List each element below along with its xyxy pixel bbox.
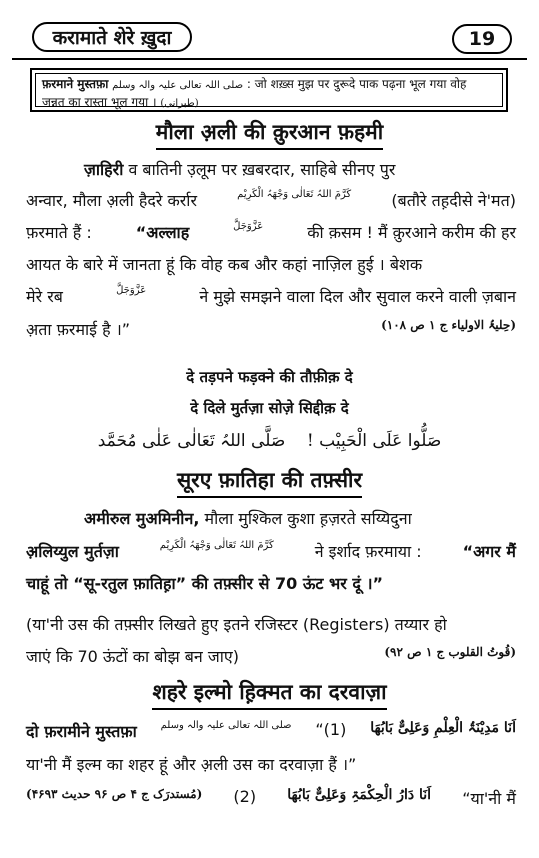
header-divider [12, 58, 527, 60]
page-number: 19 [452, 24, 512, 54]
farman-honorific: صلی اللہ تعالی علیہ والہ وسلم [112, 80, 244, 91]
section1-line3 [26, 221, 516, 243]
section2-line5 [26, 645, 516, 667]
s1-l3-a: फ़रमाते हैं : [26, 223, 92, 242]
farman-label: फ़रमाने मुस्तफ़ा [42, 77, 109, 91]
s3-l3-ref: (مُستدرَک ج ۴ ص ۹۶ حدیث ۴۶۹۳) [26, 787, 203, 801]
s1-ref: (حِلیۃُ الاولیاء ج ۱ ص ۱۰۸) [381, 318, 516, 332]
farman-text-2: जन्नत का रास्ता भूल गया । [42, 95, 157, 109]
book-title: करामाते शेरे ख़ुदा [32, 22, 192, 52]
section1-line5 [26, 285, 516, 307]
farman-text-1: : जो शख़्स मुझ पर दुरूदे पाक पढ़ना भूल गया वोह [246, 77, 467, 91]
section3-heading [0, 678, 539, 710]
s3-l3-num: (2) [233, 787, 257, 806]
s3-l3-arabic: اَنَا دَارُ الْحِکْمَۃِ وَعَلِیٌّ بَابُھَا [287, 787, 432, 803]
s1-l2-b: (बतौरे तह़दीसे ने'मत) [391, 191, 516, 210]
section1-line1 [26, 158, 516, 180]
s2-l2-b: ने इर्शाद फ़रमाया : [314, 542, 422, 561]
section2-line3: चाहूं तो “सू-रतुल फ़ातिह़ा” की तफ़्सीर से 70 ऊंट भर दूं ।” [26, 574, 384, 593]
s2-l5: जाएं कि 70 ऊंटों का बोझ बन जाए) [26, 647, 239, 666]
section3-line3 [26, 787, 516, 809]
s1-l2-honor: کَرَّمَ اللہُ تَعَالٰی وَجْھَہُ الْکَرِیْم [237, 189, 352, 200]
farman-ref: (طبرانی) [160, 98, 199, 109]
section1-line6 [26, 318, 516, 340]
farman-box [30, 68, 508, 112]
s1-l1-b: व बातिनी उ़लूम पर ख़बरदार, साहिबे सीनए पुर [128, 160, 396, 179]
s1-l6: अ़ता फ़रमाई है ।” [26, 320, 131, 339]
section2-line4: (या'नी उस की तफ़्सीर लिखते हुए इतने रजिस्टर (Registers) तय्यार हो [26, 615, 447, 634]
s2-l1-b: मौला मुश्किल कुशा ह़ज़रते सय्यिदुना [204, 509, 412, 528]
s1-l2-a: अन्वार, मौला अ़ली हैदरे कर्रार [26, 191, 197, 210]
salat-b: صَلَّی اللہُ تَعَالٰی عَلٰی مُحَمَّد [97, 431, 286, 451]
s1-l3-b: “अल्लाह [135, 223, 190, 242]
s2-ref: (قُوتُ القلوب ج ۱ ص ۹۲) [384, 645, 516, 659]
s3-l1-honor: صلی اللہ تعالی علیہ والہ وسلم [160, 720, 292, 731]
s1-l5-honor: عَزَّوَجَلَّ [116, 285, 147, 296]
s3-l3-b: “या'नी मैं [462, 789, 516, 808]
section3-line2: या'नी मैं इल्म का शहर हूं और अ़ली उस का दरवाज़ा हैं ।” [26, 755, 357, 774]
verse-line-2: दे दिले मुर्तज़ा सोज़े सिद्दीक़ दे [190, 399, 349, 417]
section2-line1 [26, 507, 516, 529]
verse-line-1: दे तड़पने फड़क्ने की तौफ़ीक़ दे [186, 368, 353, 386]
section3-line1 [26, 720, 516, 742]
section2-heading-text: सूरए फ़ातिहा की तफ़्सीर [177, 466, 362, 498]
s3-l1-b: “(1) [315, 720, 347, 739]
s1-l1-a: ज़ाहिरी [84, 160, 124, 179]
salat-line [0, 430, 539, 451]
section1-heading-text: मौला अ़ली की क़ुरआन फ़हमी [156, 118, 383, 150]
s3-l1-a: दो फ़रामीने मुस्तफ़ा [26, 722, 137, 741]
section1-line2 [26, 189, 516, 211]
s1-l3-c: की क़सम ! मैं क़ुरआने करीम की हर [307, 223, 516, 242]
s2-l1-a: अमीरुल मुअमिनीन, [84, 509, 200, 528]
s2-l2-a: अ़लिय्युल मुर्तज़ा [26, 542, 119, 561]
s1-l5-a: मेरे रब [26, 287, 63, 306]
s3-l1-arabic: اَنَا مَدِیْنَۃُ الْعِلْمِ وَعَلِیٌّ بَابُھَا [370, 720, 516, 736]
salat-a: صَلُّوا عَلَی الْحَبِیْب ! [306, 431, 442, 451]
section3-heading-text: शहरे इल्मो ह़िक्मत का दरवाज़ा [152, 678, 386, 710]
s1-l3-honor: عَزَّوَجَلَّ [233, 221, 264, 232]
section1-line4: आयत के बारे में जानता हूं कि वोह कब और कहां नाज़िल हुई । बेशक [26, 255, 423, 274]
s2-l2-c: “अगर मैं [462, 542, 516, 561]
section2-heading [0, 466, 539, 498]
section2-line2 [26, 540, 516, 562]
s1-l5-b: ने मुझे समझने वाला दिल और सुवाल करने वाली ज़बान [199, 287, 516, 306]
s2-l2-honor: کَرَّمَ اللہُ تَعَالٰی وَجْھَہُ الْکَرِیْم [159, 540, 274, 551]
section1-heading [0, 118, 539, 150]
